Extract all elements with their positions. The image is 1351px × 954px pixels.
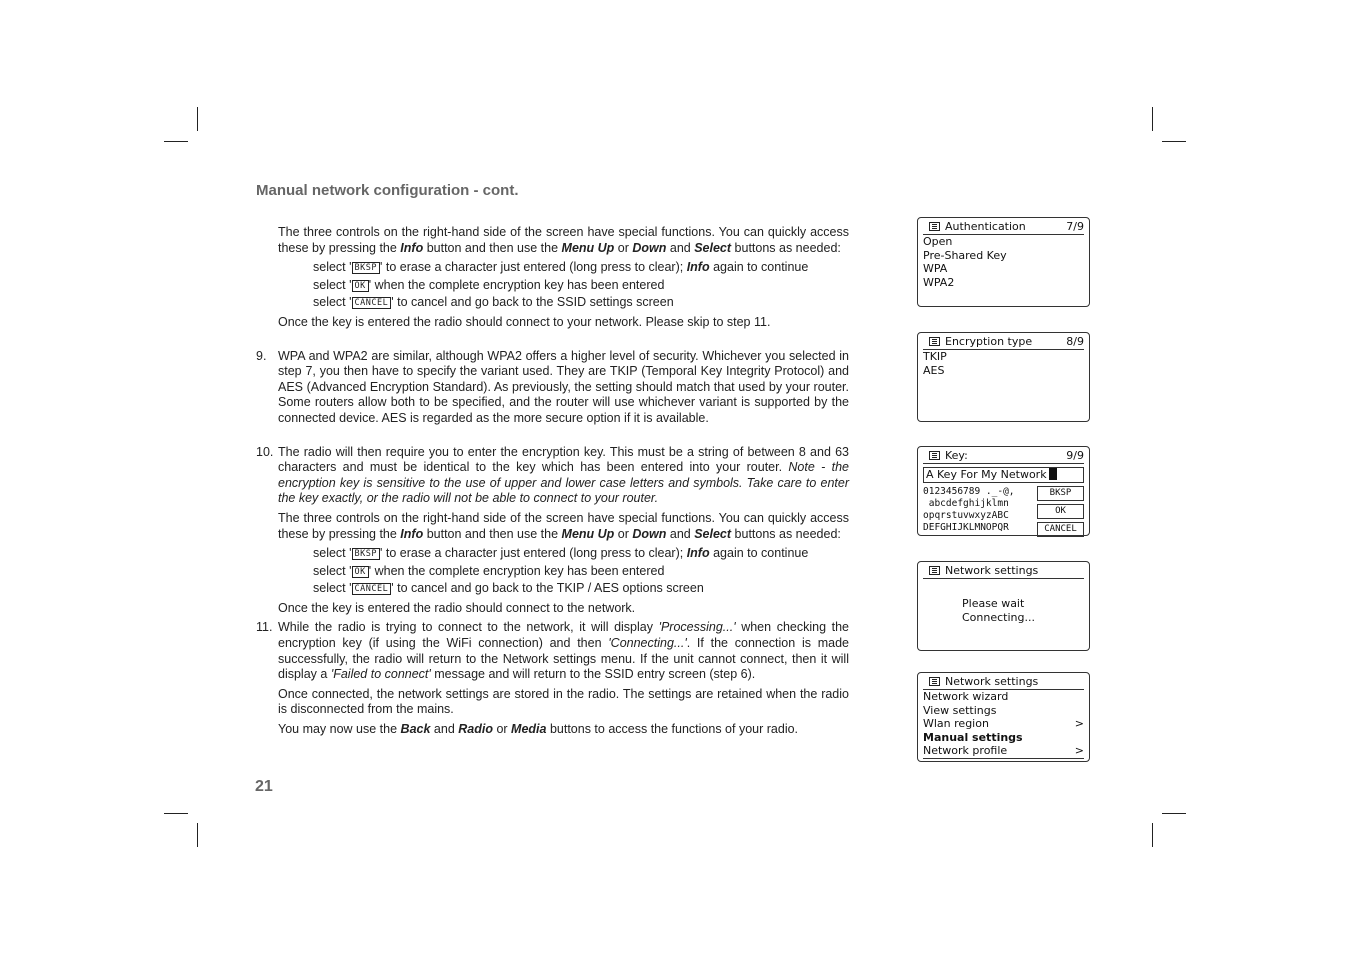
menu-icon [929,677,940,686]
key-entry-screen [917,446,1090,536]
char-row[interactable]: abcdefghijklmn [923,498,1009,509]
intro-paragraph: The three controls on the right-hand side of the screen have special functions. You can quickly access these by pressing the Info button and then use the Menu Up or Down and Select buttons as needed: [278,510,849,541]
screen-header: Network settings [923,564,1084,579]
menu-item-network-profile[interactable]: Network profile > [923,744,1084,757]
crop-mark [197,823,198,847]
char-row[interactable]: opqrstuvwxyzABC [923,510,1009,521]
page-indicator: 8/9 [1066,335,1084,348]
select-line: select ' CANCEL ' to cancel and go back to the TKIP / AES options screen [313,581,704,596]
ok-key-icon: OK [352,280,369,292]
select-term: Select [694,240,732,255]
bksp-key-icon: BKSP [352,262,380,274]
character-grid[interactable] [923,486,1084,538]
screen-header: Network settings [923,675,1084,690]
encryption-type-screen [917,332,1090,422]
menu-item-aes[interactable]: AES [923,363,945,377]
crop-mark [1152,823,1153,847]
text-cursor [1049,468,1057,480]
status-text: Connecting... [962,611,1035,624]
down-term: Down [632,240,667,255]
menu-item-open[interactable]: Open [923,235,953,248]
note-text: Note - the encryption key is sensitive to the use of upper and lower case letters and symbols. Take care to enter the key exactly, or the radio will not be able to connect to your router. [278,460,849,506]
once-paragraph: Once the key is entered the radio should connect to the network. [278,600,636,615]
menu-item-view-settings[interactable]: View settings [923,703,997,717]
intro-text: or [614,240,633,255]
crop-mark [1162,141,1186,142]
bksp-button[interactable]: BKSP [1037,486,1084,501]
menu-up-term: Menu Up [561,240,615,255]
network-settings-screen [917,672,1090,762]
select-line: select ' CANCEL ' to cancel and go back to the SSID settings screen [313,295,674,310]
crop-mark [197,107,198,131]
char-row[interactable]: 0123456789 ._-@, [923,486,1015,497]
list-item-11: 11. While the radio is trying to connect to the network, it will display 'Processing...' when checking the encryption key (if using the WiFi connection) and then 'Connecting...'. If the connection is made successfully, the radio will return to the Network settings menu. If the unit cannot connect, then it will display a 'Failed to connect' message and will return to the SSID entry screen (step 6). [256,620,850,682]
authentication-screen [917,217,1090,307]
intro-paragraph [256,225,849,256]
crop-mark [164,141,188,142]
menu-icon [929,337,940,346]
select-line: select ' BKSP ' to erase a character just entered (long press to clear); Info again to continue [313,260,809,275]
page-number: 21 [255,778,273,795]
intro-text: and [666,240,695,255]
crop-mark [1162,813,1186,814]
screen-header: Encryption type 8/9 [923,335,1084,350]
chevron-right-icon: > [1074,717,1084,730]
select-line: select ' OK ' when the complete encryption key has been entered [313,563,665,578]
menu-item-network-wizard[interactable]: Network wizard [923,690,1009,703]
menu-item-tkip[interactable]: TKIP [923,350,947,363]
crop-mark [164,813,188,814]
ok-key-icon: OK [352,566,369,578]
page-heading: Manual network configuration - cont. [256,182,519,199]
please-wait-screen [917,561,1090,651]
menu-icon [929,222,940,231]
screen-header: Key: 9/9 [923,449,1084,464]
chevron-right-icon: > [1074,744,1084,757]
menu-item-wpa[interactable]: WPA [923,262,948,275]
menu-item-manual-settings[interactable]: Manual settings [923,730,1023,744]
stored-paragraph: Once connected, the network settings are stored in the radio. The settings are retained when the radio is disconnected from the mains. [278,686,849,717]
status-text: Please wait [962,597,1025,610]
screen-header: Authentication 7/9 [923,220,1084,235]
body-text [256,225,849,738]
char-row[interactable]: DEFGHIJKLMNOPQR [923,522,1009,533]
menu-item-pre-shared-key[interactable]: Pre-Shared Key [923,248,1007,262]
menu-icon [929,451,940,460]
cancel-button[interactable]: CANCEL [1037,522,1084,537]
page-indicator: 9/9 [1066,449,1084,462]
intro-text: buttons as needed: [731,240,841,255]
select-line: select ' BKSP ' to erase a character just entered (long press to clear); Info again to continue [313,546,809,561]
once-paragraph: Once the key is entered the radio should connect to your network. Please skip to step 11. [278,314,771,329]
intro-text: The three controls on the right-hand side of the screen have special functions. You can quickly access these by pressing the [278,225,849,255]
intro-text: button and then use the [423,240,562,255]
cancel-key-icon: CANCEL [352,297,392,309]
cancel-key-icon: CANCEL [352,583,392,595]
key-input[interactable]: A Key For My Network [923,467,1084,483]
info-term: Info [400,240,424,255]
ok-button[interactable]: OK [1037,504,1084,519]
menu-item-wpa2[interactable]: WPA2 [923,275,955,289]
bksp-key-icon: BKSP [352,548,380,560]
menu-icon [929,566,940,575]
final-paragraph: You may now use the Back and Radio or Media buttons to access the functions of your radio. [278,722,799,737]
select-line: select ' OK ' when the complete encryption key has been entered [313,277,665,292]
menu-item-wlan-region[interactable]: Wlan region > [923,717,1084,730]
list-item-10: 10. The radio will then require you to enter the encryption key. This must be a string of between 8 and 63 characters and must be identical to the key which has been entered into your router. Note - the encryption key is sensitive to the use of upper and lower case letters and symbols. Take care to enter the key exactly, or the radio will not be able to connect to your router. [256,444,849,506]
list-item-9: 9. WPA and WPA2 are similar, although WPA2 offers a higher level of security. Whichever you selected in step 7, you then have to specify the variant used. They are TKIP (Temporal Key Integrity Protocol) and AES (Advanced Encryption Standard). As previously, the setting should match that used by your router. Some routers allow both to be specified, and the router will use whichever variant is supported by the connected device. AES is regarded as the more secure option if it is available. [256,348,849,425]
page-indicator: 7/9 [1066,220,1084,233]
crop-mark [1152,107,1153,131]
